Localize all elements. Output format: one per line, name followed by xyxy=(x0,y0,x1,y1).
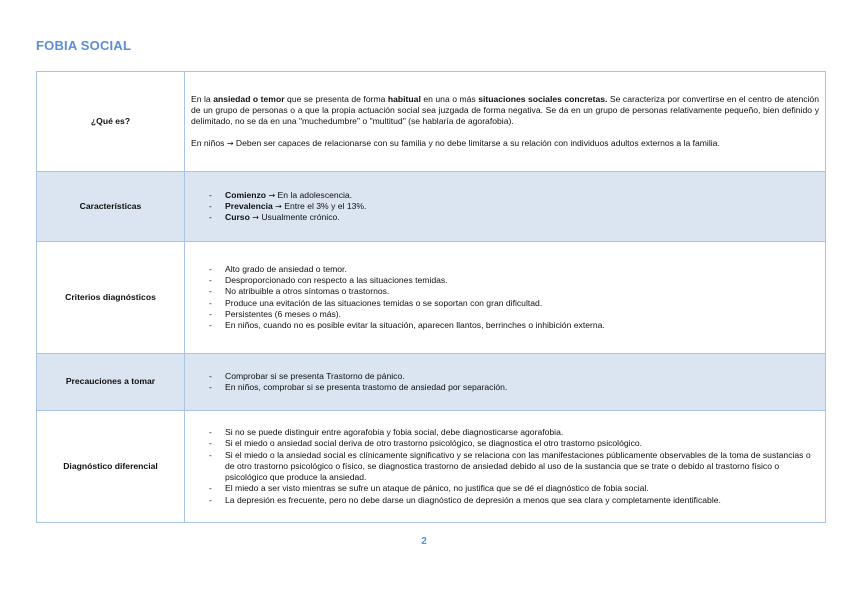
text: Usualmente crónico. xyxy=(258,212,340,223)
text: Entre el 3% y el 13%. xyxy=(281,200,367,211)
label-precauciones: Precauciones a tomar xyxy=(37,354,185,411)
text: en una o más xyxy=(420,93,479,104)
list-item xyxy=(203,212,819,223)
row-que-es xyxy=(37,72,826,172)
list-item xyxy=(203,190,819,201)
list-item: - Si el miedo o ansiedad social deriva de otro trastorno psicológico, se diagnostica el otro trastorno psicológico. xyxy=(203,438,819,449)
label-criterios: Criterios diagnósticos xyxy=(37,242,185,354)
bold-text: ansiedad o temor xyxy=(213,93,285,104)
bold-text: habitual xyxy=(387,93,421,104)
list-item: - Produce una evitación de las situaciones temidas o se soportan con gran dificultad. xyxy=(203,298,819,309)
characteristics-list xyxy=(191,190,819,224)
list-item: - Persistentes (6 meses o más). xyxy=(203,309,819,320)
bold-text: Prevalencia xyxy=(225,200,273,211)
list-item: - En niños, comprobar si se presenta trastorno de ansiedad por separación. xyxy=(203,382,819,393)
page-title: FOBIA SOCIAL xyxy=(36,38,132,53)
list-item: - Desproporcionado con respecto a las situaciones temidas. xyxy=(203,275,819,286)
bold-text: Comienzo xyxy=(225,189,267,200)
list-item: - Si no se puede distinguir entre agorafobia y fobia social, debe diagnosticarse agorafobia. xyxy=(203,427,819,438)
label-que-es: ¿Qué es? xyxy=(37,72,185,172)
text: Se caracteriza por convertirse en el centro de atención de un grupo de personas o a que la propia actuación social sea juzgada de forma negativa. Se da en un grupo de personas relativamente pequeño, bien definido y delimitado, no se da en una "muchedumbre" o "multitud" (se hablaría de agorafobia). xyxy=(191,93,819,126)
list-item: - Si el miedo o la ansiedad social es clínicamente significativo y se relaciona con las manifestaciones públicamente observables de la toma de sustancias o de otro trastorno psicológico o físico, se diagnostica trastorno de ansiedad debido al uso de la sustancia que se trate o debido al trastorno físico o psicológico que produce la ansiedad. xyxy=(203,450,819,484)
content-table xyxy=(36,71,826,523)
list-item: - Alto grado de ansiedad o temor. xyxy=(203,264,819,275)
list-item: - La depresión es frecuente, pero no debe darse un diagnóstico de depresión a menos que sea clara y completamente identificable. xyxy=(203,495,819,506)
content-que-es xyxy=(185,72,826,172)
differential-list xyxy=(191,427,819,505)
label-caracteristicas: Características xyxy=(37,172,185,242)
content-criterios xyxy=(185,242,826,354)
list-item: - No atribuible a otros síntomas o trastornos. xyxy=(203,286,819,297)
text: En la adolescencia. xyxy=(275,189,353,200)
bold-text: Curso xyxy=(225,212,250,223)
label-diferencial: Diagnóstico diferencial xyxy=(37,411,185,523)
arrow-icon: → xyxy=(268,190,276,200)
page-number: 2 xyxy=(421,536,427,547)
arrow-icon: → xyxy=(252,213,259,223)
row-caracteristicas xyxy=(37,172,826,242)
children-paragraph xyxy=(191,138,819,149)
text: En niños xyxy=(191,138,227,149)
definition-paragraph xyxy=(191,94,819,128)
bold-text: situaciones sociales concretas. xyxy=(478,93,608,104)
row-diferencial xyxy=(37,411,826,523)
row-precauciones xyxy=(37,354,826,411)
arrow-icon: → xyxy=(275,201,282,211)
text: En la xyxy=(191,93,214,104)
list-item: - En niños, cuando no es posible evitar la situación, aparecen llantos, berrinches o inhibición externa. xyxy=(203,320,819,331)
content-diferencial xyxy=(185,411,826,523)
arrow-icon: → xyxy=(226,139,234,149)
text: Deben ser capaces de relacionarse con su familia y no debe limitarse a su relación con individuos adultos externos a la familia. xyxy=(233,138,720,149)
list-item: - El miedo a ser visto mientras se sufre un ataque de pánico, no justifica que se dé el diagnóstico de fobia social. xyxy=(203,483,819,494)
criteria-list xyxy=(191,264,819,331)
list-item: - Comprobar si se presenta Trastorno de pánico. xyxy=(203,371,819,382)
list-item xyxy=(203,201,819,212)
precautions-list xyxy=(191,371,819,393)
content-caracteristicas xyxy=(185,172,826,242)
content-precauciones xyxy=(185,354,826,411)
text: que se presenta de forma xyxy=(284,93,388,104)
row-criterios xyxy=(37,242,826,354)
